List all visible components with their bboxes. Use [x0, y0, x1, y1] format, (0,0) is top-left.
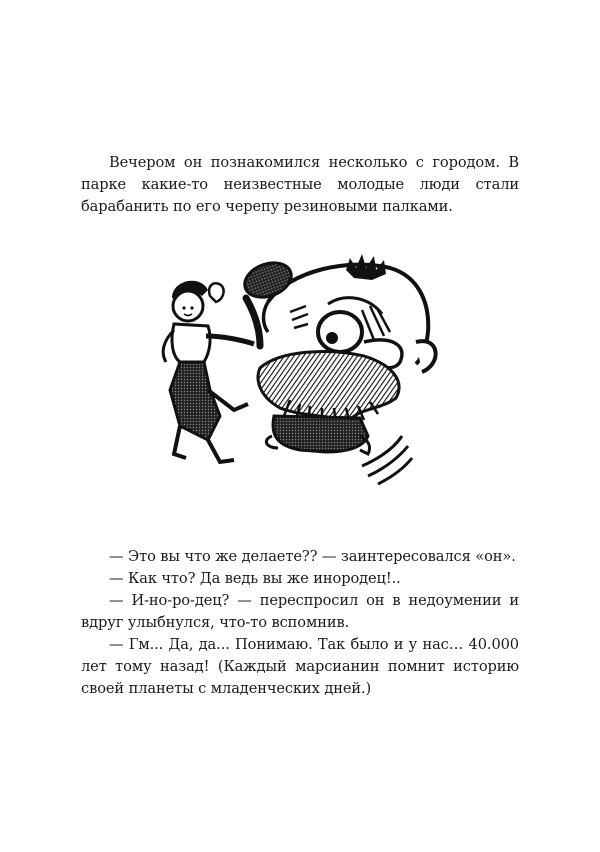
intro-paragraph-block	[81, 152, 519, 218]
intro-paragraph: Вечером он познакомился несколько с городом. В парке какие-то неизвестные молодые люди стали барабанить по его черепу резиновыми палками.	[81, 154, 519, 215]
dialogue-line: — Это вы что же делаете?? — заинтересовался «он».	[109, 548, 516, 565]
cartoon-illustration-icon	[150, 240, 450, 490]
cartoon-illustration	[150, 240, 450, 490]
dialogue-line: — Как что? Да ведь вы же инородец!..	[109, 570, 401, 587]
dialogue-line: — Гм... Да, да... Понимаю. Так было и у нас… 40.000 лет тому назад! (Каждый марсианин помнит историю своей планеты с младенческих дней.)	[81, 636, 519, 697]
dialogue-block	[81, 546, 519, 700]
dialogue-line: — И-но-ро-дец? — переспросил он в недоумении и вдруг улыбнулся, что-то вспомнив.	[81, 592, 519, 631]
